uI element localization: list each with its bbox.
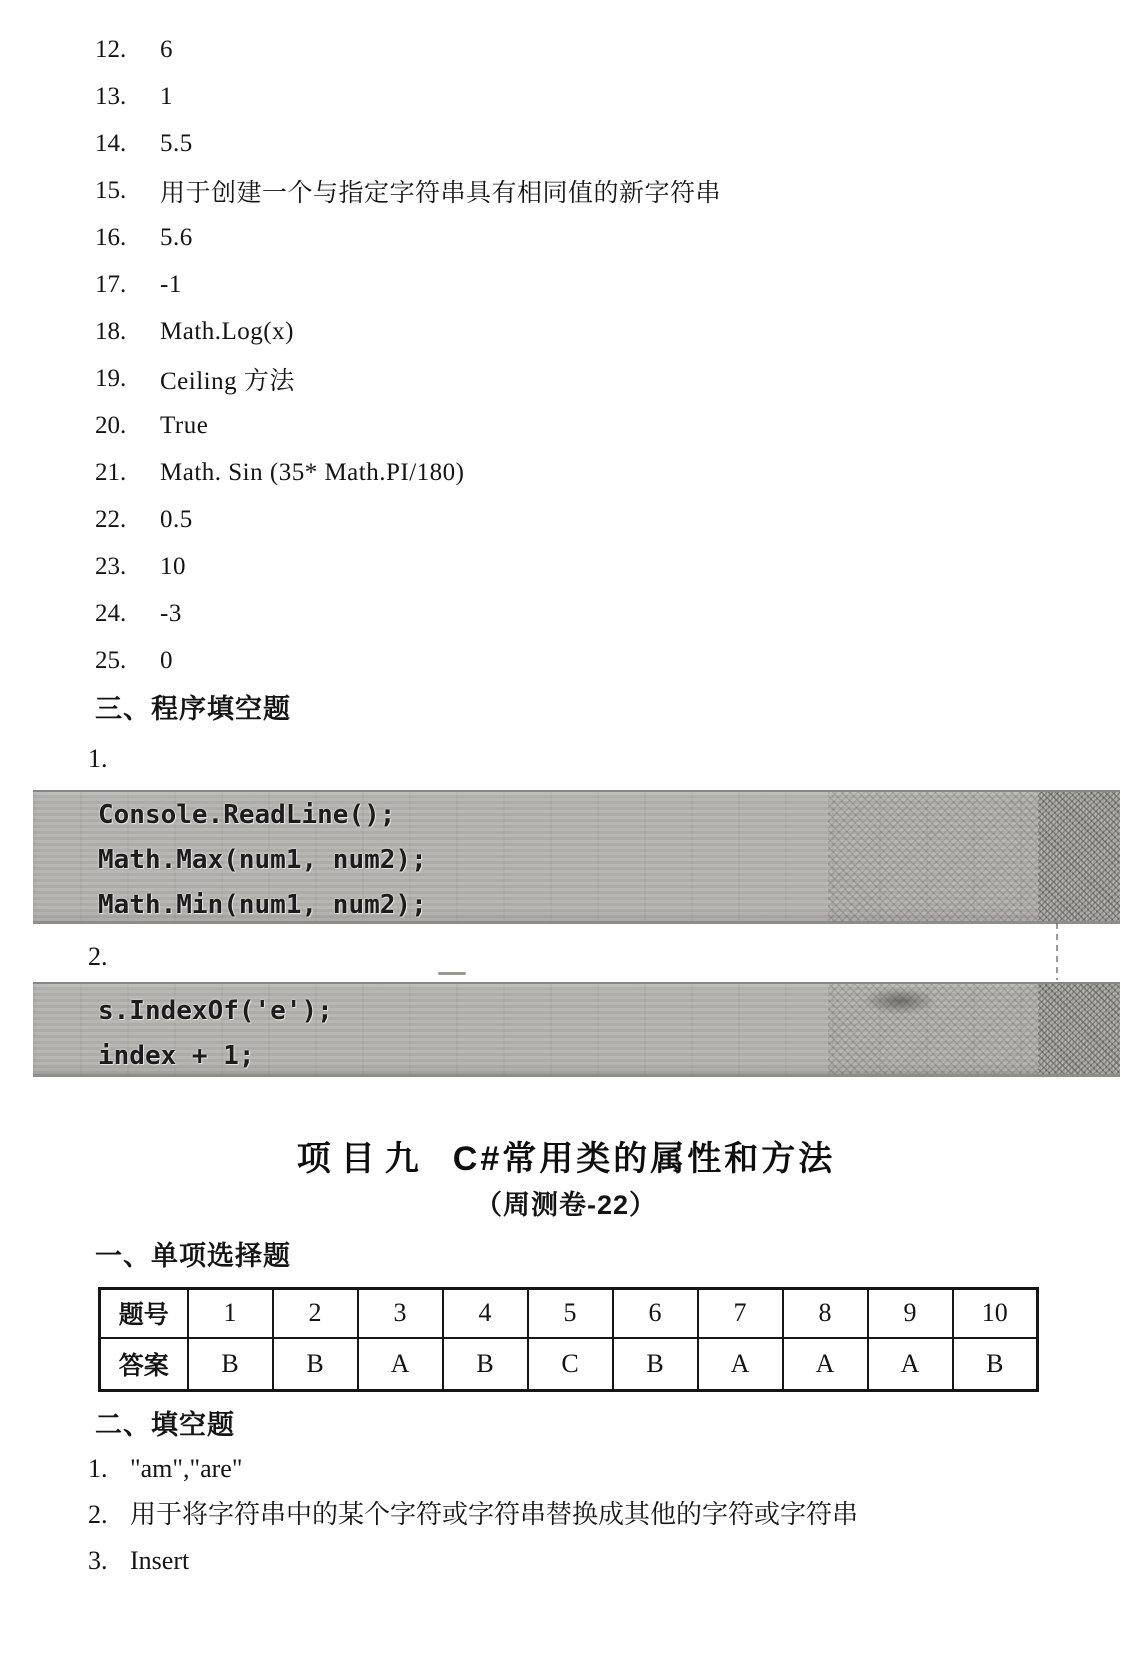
section-heading-single-choice: 一、单项选择题 bbox=[95, 1241, 291, 1271]
answer-number: 21. bbox=[95, 458, 127, 486]
question-number-cell: 7 bbox=[698, 1289, 783, 1338]
answer-number: 16. bbox=[95, 223, 127, 251]
project-title-number: 项目九 bbox=[296, 1140, 429, 1178]
answer-row bbox=[100, 1338, 1038, 1391]
answer-number: 15. bbox=[95, 176, 127, 204]
answer-cell: B bbox=[443, 1338, 528, 1391]
question-number-cell: 4 bbox=[443, 1289, 528, 1338]
answer-value: Ceiling 方法 bbox=[160, 367, 295, 395]
answer-value: 0 bbox=[160, 646, 173, 674]
answer-item bbox=[95, 449, 1132, 496]
answer-number: 19. bbox=[95, 364, 127, 392]
question-number-cell: 9 bbox=[868, 1289, 953, 1338]
answer-number: 22. bbox=[95, 505, 127, 533]
answer-cell: A bbox=[783, 1338, 868, 1391]
question-number-row bbox=[100, 1289, 1038, 1338]
question-number-cell: 3 bbox=[358, 1289, 443, 1338]
answer-number: 13. bbox=[95, 82, 127, 110]
question-number-cell: 8 bbox=[783, 1289, 868, 1338]
answer-value: 0.5 bbox=[160, 505, 193, 533]
answer-number: 23. bbox=[95, 552, 127, 580]
code-line: Console.ReadLine(); bbox=[98, 800, 396, 830]
answer-cell: B bbox=[953, 1338, 1038, 1391]
fill-item-value: 用于将字符串中的某个字符或字符串替换成其他的字符或字符串 bbox=[130, 1500, 859, 1529]
answer-value: 用于创建一个与指定字符串具有相同值的新字符串 bbox=[160, 179, 722, 207]
answer-cell: C bbox=[528, 1338, 613, 1391]
fill-item-number: 1. bbox=[88, 1454, 108, 1483]
answer-item bbox=[95, 308, 1132, 355]
answer-item bbox=[95, 402, 1132, 449]
fill-item-number: 3. bbox=[88, 1546, 108, 1575]
answer-value: 1 bbox=[160, 82, 173, 110]
code-line: index + 1; bbox=[98, 1041, 255, 1071]
question-number-cell: 10 bbox=[953, 1289, 1038, 1338]
code-block-1 bbox=[33, 790, 1120, 924]
question-number-cell: 6 bbox=[613, 1289, 698, 1338]
code-block-2 bbox=[33, 982, 1120, 1077]
answer-number: 14. bbox=[95, 129, 127, 157]
answer-item bbox=[95, 214, 1132, 261]
code-line: s.IndexOf('e'); bbox=[98, 996, 333, 1026]
scan-artifact-line bbox=[1056, 923, 1058, 980]
code-line: Math.Max(num1, num2); bbox=[98, 845, 427, 875]
project-title bbox=[0, 1137, 1132, 1181]
answer-item bbox=[95, 355, 1132, 402]
fill-item bbox=[88, 1544, 1132, 1578]
answer-item bbox=[95, 73, 1132, 120]
answer-number: 24. bbox=[95, 599, 127, 627]
section-heading-program-fill: 三、程序填空题 bbox=[95, 694, 291, 724]
question-number-cell: 1 bbox=[188, 1289, 273, 1338]
answer-cell: A bbox=[698, 1338, 783, 1391]
scan-artifact-dash bbox=[438, 972, 466, 975]
answer-value: -1 bbox=[160, 270, 182, 298]
answer-item bbox=[95, 261, 1132, 308]
row-label-question: 题号 bbox=[100, 1289, 188, 1338]
question-number-cell: 2 bbox=[273, 1289, 358, 1338]
row-label-answer: 答案 bbox=[100, 1338, 188, 1391]
answer-list-continuation bbox=[0, 0, 1132, 684]
answer-item bbox=[95, 496, 1132, 543]
answer-value: Math.Log(x) bbox=[160, 317, 294, 345]
answer-value: Math. Sin (35* Math.PI/180) bbox=[160, 458, 465, 486]
fill-item bbox=[88, 1452, 1132, 1486]
answer-cell: A bbox=[868, 1338, 953, 1391]
answer-number: 18. bbox=[95, 317, 127, 345]
fill-item-number: 2. bbox=[88, 1500, 108, 1529]
answer-value: -3 bbox=[160, 599, 182, 627]
answer-value: 5.5 bbox=[160, 129, 193, 157]
section-heading-fill-blank: 二、填空题 bbox=[95, 1410, 235, 1440]
program-item-2-number: 2. bbox=[88, 942, 108, 971]
code-line: Math.Min(num1, num2); bbox=[98, 890, 427, 920]
answer-number: 25. bbox=[95, 646, 127, 674]
answer-value: 6 bbox=[160, 35, 173, 63]
fill-item-value: "am","are" bbox=[130, 1454, 243, 1483]
answer-item bbox=[95, 120, 1132, 167]
answer-item bbox=[95, 26, 1132, 73]
project-title-text: C#常用类的属性和方法 bbox=[452, 1140, 836, 1178]
answer-cell: A bbox=[358, 1338, 443, 1391]
answer-number: 17. bbox=[95, 270, 127, 298]
fill-item bbox=[88, 1498, 1132, 1532]
answer-value: True bbox=[160, 411, 209, 439]
answer-number: 20. bbox=[95, 411, 127, 439]
answer-value: 5.6 bbox=[160, 223, 193, 251]
answer-value: 10 bbox=[160, 552, 186, 580]
program-item-1-number: 1. bbox=[88, 744, 108, 773]
answer-item bbox=[95, 637, 1132, 684]
answer-item bbox=[95, 590, 1132, 637]
fill-item-value: Insert bbox=[130, 1546, 190, 1575]
project-subtitle: （周测卷-22） bbox=[474, 1190, 658, 1220]
answer-cell: B bbox=[188, 1338, 273, 1391]
answer-item bbox=[95, 167, 1132, 214]
answer-item bbox=[95, 543, 1132, 590]
question-number-cell: 5 bbox=[528, 1289, 613, 1338]
answer-table bbox=[98, 1287, 1039, 1392]
answer-cell: B bbox=[613, 1338, 698, 1391]
answer-cell: B bbox=[273, 1338, 358, 1391]
answer-number: 12. bbox=[95, 35, 127, 63]
